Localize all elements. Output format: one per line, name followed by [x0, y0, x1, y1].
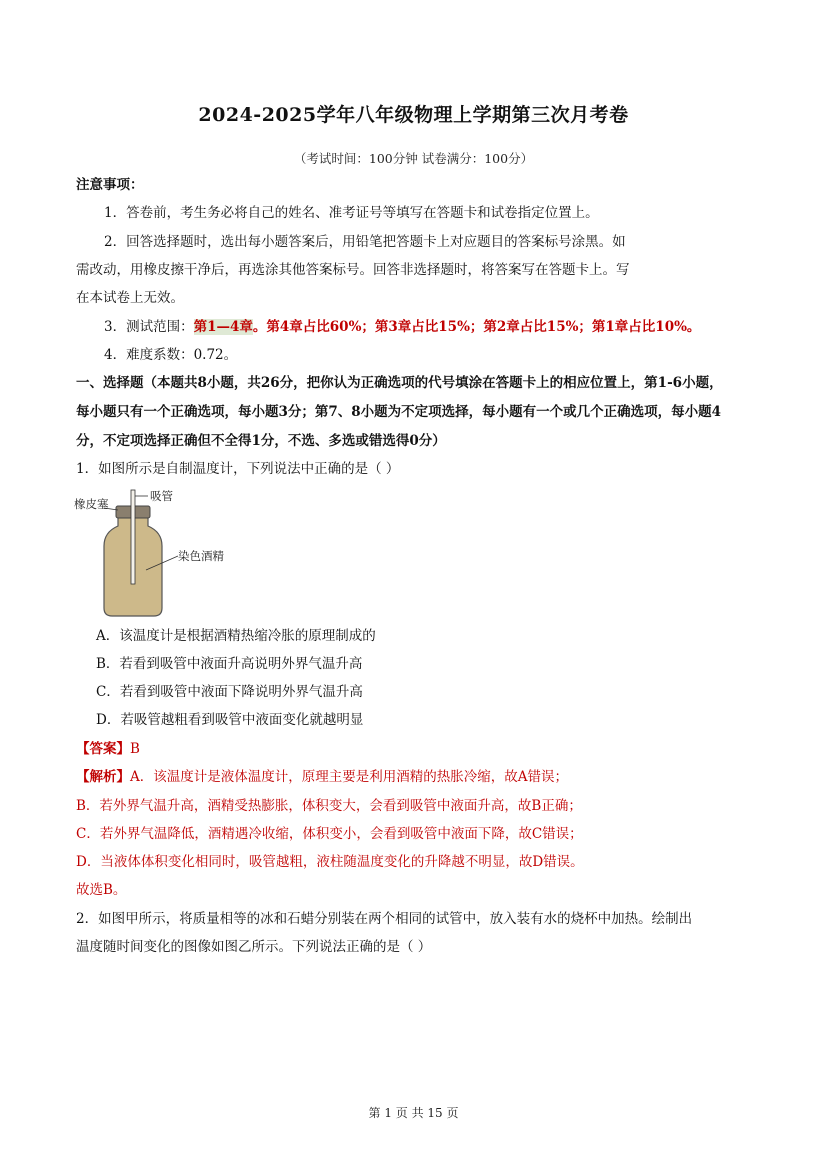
notice-item-2-line-3: 在本试卷上无效。	[76, 290, 184, 306]
notice-item-3-prefix: 3．测试范围：	[104, 319, 194, 335]
analysis-a: A．该温度计是液体温度计，原理主要是利用酒精的热胀冷缩，故A错误；	[130, 769, 568, 785]
analysis-line-1	[76, 768, 568, 786]
notice-item-1: 1．答卷前，考生务必将自己的姓名、准考证号等填写在答题卡和试卷指定位置上。	[104, 205, 599, 221]
answer-label: 【答案】	[76, 741, 130, 757]
label-stopper: 橡皮塞	[74, 497, 109, 511]
exam-info: （考试时间：100分钟 试卷满分：100分）	[293, 151, 534, 166]
label-alcohol: 染色酒精	[178, 549, 224, 563]
section-1-line-1: 一、选择题（本题共8小题，共26分，把你认为正确选项的代号填涂在答题卡上的相应位置上，第1-6小题，	[76, 375, 723, 391]
notice-item-3	[104, 318, 700, 336]
test-range-distribution: 。第4章占比60%；第3章占比15%；第2章占比15%；第1章占比10%。	[252, 319, 701, 335]
analysis-d: D．当液体体积变化相同时，吸管越粗，液柱随温度变化的升降越不明显，故D错误。	[76, 854, 584, 870]
straw-tube	[131, 490, 135, 584]
option-c: C．若看到吸管中液面下降说明外界气温升高	[96, 684, 363, 700]
answer-line	[76, 740, 140, 758]
analysis-b: B．若外界气温升高，酒精受热膨胀，体积变大，会看到吸管中液面升高，故B正确；	[76, 798, 582, 814]
test-range-chapters: 第1—4章	[193, 319, 253, 335]
question-2-line-2: 温度随时间变化的图像如图乙所示。下列说法正确的是（ ）	[76, 939, 432, 955]
option-d: D．若吸管越粗看到吸管中液面变化就越明显	[96, 712, 364, 728]
option-b: B．若看到吸管中液面升高说明外界气温升高	[96, 656, 363, 672]
page-footer: 第 1 页 共 15 页	[368, 1106, 459, 1120]
page-title: 2024-2025学年八年级物理上学期第三次月考卷	[198, 104, 629, 126]
question-2-line-1: 2．如图甲所示，将质量相等的冰和石蜡分别装在两个相同的试管中，放入装有水的烧杯中加热。绘制出	[76, 911, 693, 927]
notice-heading: 注意事项：	[76, 177, 144, 193]
label-tube: 吸管	[150, 489, 173, 503]
analysis-c: C．若外界气温降低，酒精遇冷收缩，体积变小，会看到吸管中液面下降，故C错误；	[76, 826, 583, 842]
section-1-line-2: 每小题只有一个正确选项，每小题3分；第7、8小题为不定项选择，每小题有一个或几个正确选项，每小题4	[76, 404, 722, 420]
conclusion: 故选B。	[76, 882, 127, 898]
answer-value: B	[130, 741, 140, 757]
notice-item-2-line-2: 需改动，用橡皮擦干净后，再选涂其他答案标号。回答非选择题时，将答案写在答题卡上。写	[76, 262, 630, 278]
question-1-stem: 1．如图所示是自制温度计，下列说法中正确的是（ ）	[76, 461, 400, 477]
analysis-label: 【解析】	[76, 769, 130, 785]
option-a: A．该温度计是根据酒精热缩冷胀的原理制成的	[96, 628, 376, 644]
thermometer-figure	[74, 486, 274, 622]
notice-item-2-line-1: 2．回答选择题时，选出每小题答案后，用铅笔把答题卡上对应题目的答案标号涂黑。如	[104, 234, 626, 250]
section-1-line-3: 分，不定项选择正确但不全得1分，不选、多选或错选得0分）	[76, 433, 446, 449]
notice-item-4: 4．难度系数：0.72。	[104, 347, 238, 363]
